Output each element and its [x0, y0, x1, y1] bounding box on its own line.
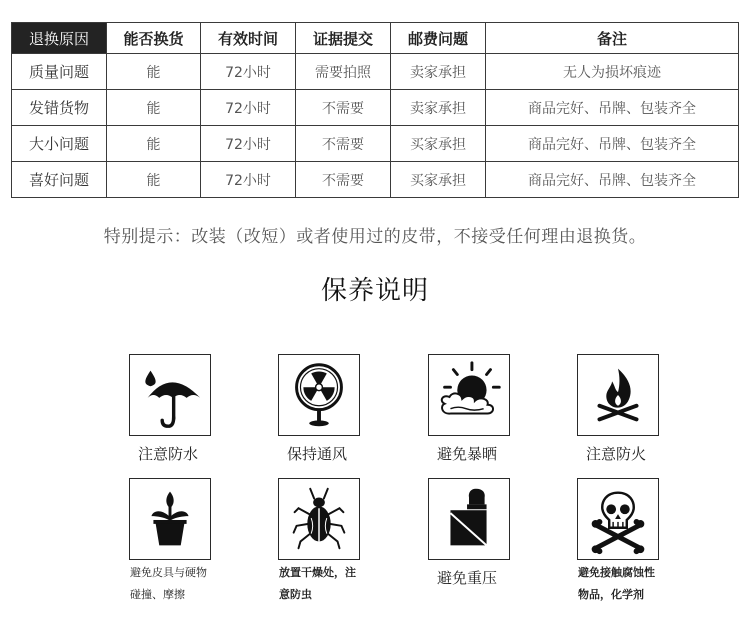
- table-cell: 质量问题: [12, 54, 107, 90]
- table-cell: 需要拍照: [296, 54, 391, 90]
- table-cell: 72小时: [201, 162, 296, 198]
- column-header-evidence: 证据提交: [296, 23, 391, 54]
- table-row: [12, 54, 739, 90]
- care-label-keep-dry-insect: 放置干燥处，注 意防虫: [279, 566, 356, 601]
- table-cell: 能: [107, 90, 201, 126]
- table-cell: 商品完好、吊牌、包装齐全: [486, 162, 739, 198]
- fan-icon: [278, 354, 360, 436]
- care-item-keep-dry-insect: [278, 478, 418, 618]
- care-label-waterproof: 注意防水: [138, 445, 199, 463]
- table-cell: 72小时: [201, 54, 296, 90]
- table-cell: 72小时: [201, 126, 296, 162]
- care-item-avoid-sun: [428, 354, 568, 494]
- care-item-fireproof: [577, 354, 717, 494]
- table-cell: 发错货物: [12, 90, 107, 126]
- return-policy-table: [11, 22, 739, 198]
- plant-pot-icon: [129, 478, 211, 560]
- umbrella-icon: [129, 354, 211, 436]
- table-cell: 无人为损坏痕迹: [486, 54, 739, 90]
- table-cell: 卖家承担: [391, 54, 486, 90]
- care-label-avoid-sun: 避免暴晒: [437, 445, 498, 463]
- column-header-remarks: 备注: [486, 23, 739, 54]
- table-cell: 72小时: [201, 90, 296, 126]
- care-section-title: 保养说明: [320, 276, 429, 306]
- care-label-avoid-hard-objects: 避免皮具与硬物 碰撞、摩擦: [130, 566, 207, 601]
- care-item-avoid-corrosive: [577, 478, 717, 618]
- table-cell: 能: [107, 54, 201, 90]
- table-row: [12, 90, 739, 126]
- column-header-exchangeable: 能否换货: [107, 23, 201, 54]
- care-label-avoid-corrosive: 避免接触腐蚀性 物品，化学剂: [578, 566, 655, 601]
- care-item-avoid-hard-objects: [129, 478, 269, 618]
- skull-crossbones-icon: [577, 478, 659, 560]
- sun-cloud-icon: [428, 354, 510, 436]
- column-header-reason: 退换原因: [12, 23, 107, 54]
- special-notice: 特别提示：改装（改短）或者使用过的皮带，不接受任何理由退换货。: [103, 227, 647, 247]
- table-cell: 能: [107, 126, 201, 162]
- column-header-postage: 邮费问题: [391, 23, 486, 54]
- care-label-avoid-pressure: 避免重压: [437, 569, 498, 587]
- table-cell: 商品完好、吊牌、包装齐全: [486, 126, 739, 162]
- care-item-waterproof: [129, 354, 269, 494]
- table-cell: 不需要: [296, 126, 391, 162]
- table-cell: 不需要: [296, 90, 391, 126]
- table-cell: 买家承担: [391, 126, 486, 162]
- care-label-ventilation: 保持通风: [287, 445, 348, 463]
- table-header-row: [12, 23, 739, 54]
- table-row: [12, 126, 739, 162]
- table-cell: 大小问题: [12, 126, 107, 162]
- heavy-weight-icon: [428, 478, 510, 560]
- table-cell: 卖家承担: [391, 90, 486, 126]
- care-label-fireproof: 注意防火: [586, 445, 647, 463]
- column-header-valid-time: 有效时间: [201, 23, 296, 54]
- care-item-ventilation: [278, 354, 418, 494]
- fire-icon: [577, 354, 659, 436]
- table-row: [12, 162, 739, 198]
- care-item-avoid-pressure: [428, 478, 568, 618]
- table-cell: 商品完好、吊牌、包装齐全: [486, 90, 739, 126]
- table-cell: 买家承担: [391, 162, 486, 198]
- beetle-icon: [278, 478, 360, 560]
- table-cell: 喜好问题: [12, 162, 107, 198]
- table-cell: 能: [107, 162, 201, 198]
- table-cell: 不需要: [296, 162, 391, 198]
